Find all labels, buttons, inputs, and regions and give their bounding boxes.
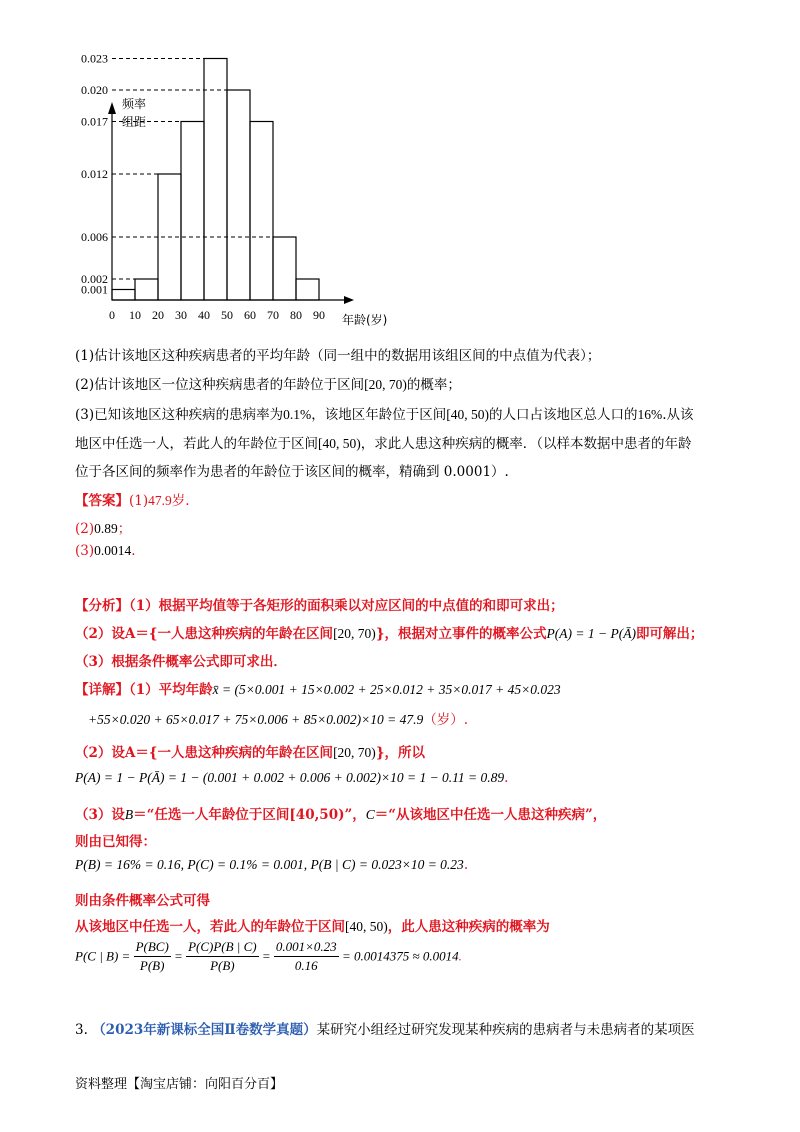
q3-rate: 0.1% <box>283 407 312 422</box>
detail-line-3-final <box>75 938 462 975</box>
detail-3-B: B <box>124 807 134 822</box>
x-tick-label: 90 <box>313 308 325 322</box>
fraction-2-num: P(C)P(B | C) <box>186 938 259 957</box>
equals-2: = <box>261 948 271 964</box>
y-tick-label: 0.002 <box>81 272 108 286</box>
y-tick-label: 0.012 <box>81 167 108 181</box>
x-axis-label: 年龄(岁) <box>342 313 388 327</box>
detail-line-3-formula <box>75 857 468 873</box>
analysis-line-2 <box>75 622 703 642</box>
q3-percent: 16% <box>637 407 663 422</box>
problem-3-source: （2023年新课标全国Ⅱ卷数学真题） <box>92 1022 317 1038</box>
fraction-3 <box>274 938 339 975</box>
detail-2-a: （2）设 <box>75 745 125 761</box>
detail-line-3 <box>75 803 606 823</box>
detail-2-interval: [20, 70) <box>333 745 376 760</box>
q3-text-a: (3)已知该地区这种疾病的患病率为 <box>75 407 284 423</box>
footer-text: 资料整理【淘宝店铺：向阳百分百】 <box>75 1077 284 1092</box>
fraction-3-num: 0.001×0.23 <box>274 938 339 957</box>
q3-line2-a: 地区中任选一人，若此人的年龄位于区间 <box>75 436 318 452</box>
analysis-1: （1）根据平均值等于各矩形的面积乘以对应区间的中点值的和即可求出； <box>129 598 564 614</box>
analysis-2-c: 即可解出； <box>635 626 704 642</box>
q3-text-d: .从该 <box>662 407 694 423</box>
detail-line-1b <box>88 708 468 728</box>
x-tick-label: 0 <box>109 308 115 322</box>
q3-text-b: ，该地区年龄位于区间 <box>311 407 447 423</box>
y-tick-label: 0.006 <box>81 230 108 244</box>
detail-line-3-cond <box>75 889 210 909</box>
q3-line2-b: ，求此人患这种疾病的概率．（以样本数据中患者的年龄 <box>360 436 692 452</box>
detail-2-formula: P(A) = 1 − P(Ā) = 1 − (0.001 + 0.002 + 0.006 + 0.002)×10 = 1 − 0.11 = 0.89 <box>75 770 505 785</box>
x-tick-label: 80 <box>290 308 302 322</box>
detail-line-3-known <box>75 830 156 850</box>
x-tick-label: 30 <box>175 308 187 322</box>
q3-interval-1: [40, 50) <box>446 407 489 422</box>
analysis-line-1 <box>75 594 564 614</box>
question-2-interval: [20, 70) <box>364 377 407 392</box>
x-tick-label: 10 <box>129 308 141 322</box>
y-tick-label: 0.001 <box>81 282 108 297</box>
detail-line-1 <box>75 678 561 698</box>
detail-3-known: 则由已知得： <box>75 834 156 850</box>
problem-3-text: 某研究小组经过研究发现某种疾病的患病者与未患病者的某项医 <box>316 1022 695 1038</box>
detail-3-formula: P(B) = 16% = 0.16, P(C) = 0.1% = 0.001, P(B | C) = 0.023×10 = 0.23 <box>75 857 464 872</box>
answer-2-end: ； <box>117 521 132 537</box>
y-tick-label: 0.023 <box>81 51 108 66</box>
y-tick-label: 0.020 <box>81 83 108 97</box>
analysis-2-a: （2）设 <box>75 626 125 642</box>
problem-3-number: 3. <box>75 1022 88 1038</box>
answer-line-3 <box>75 543 136 559</box>
histogram-bar <box>181 122 204 301</box>
fraction-2-den: P(B) <box>210 958 235 973</box>
analysis-label: 【分析】 <box>75 598 129 614</box>
answer-1-value: 47.9 <box>148 493 172 508</box>
answer-1-end: . <box>185 493 190 509</box>
x-tick-label: 20 <box>152 308 164 322</box>
question-3-line-1 <box>75 403 694 423</box>
histogram-bar <box>273 237 296 300</box>
fraction-1 <box>134 938 171 975</box>
detail-3-C: C <box>365 807 375 822</box>
detail-line-2b <box>75 770 508 786</box>
detail-2-set: A＝{一人患这种疾病的年龄在区间 <box>124 745 334 761</box>
detail-3-from-interval: [40, 50) <box>345 919 388 934</box>
histogram-bar <box>227 90 250 300</box>
question-3-line-3 <box>75 460 509 480</box>
answer-3-num: (3) <box>75 543 95 559</box>
analysis-2-set: A＝{一人患这种疾病的年龄在区间 <box>124 626 334 642</box>
question-2 <box>75 373 461 393</box>
answer-label: 【答案】 <box>75 493 129 509</box>
y-tick-label: 0.017 <box>81 114 108 129</box>
answer-3-end: . <box>131 543 136 559</box>
x-axis-arrow <box>344 296 354 304</box>
detail-1-formula: x̄ = (5×0.001 + 15×0.002 + 25×0.012 + 35×0.017 + 45×0.023 <box>212 682 561 697</box>
answer-2-value: 0.89 <box>94 521 118 536</box>
fraction-1-num: P(BC) <box>134 938 171 957</box>
x-tick-label: 50 <box>221 308 233 322</box>
analysis-2-interval: [20, 70) <box>333 626 376 641</box>
detail-3-a: （3）设 <box>75 807 125 823</box>
y-axis-arrow <box>108 102 116 114</box>
answer-1-num: (1) <box>129 493 149 509</box>
answer-line-2 <box>75 517 131 537</box>
final-rhs: = 0.0014375 ≈ 0.0014 <box>341 948 459 964</box>
answer-1-unit: 岁 <box>171 493 186 509</box>
fraction-3-den: 0.16 <box>294 958 318 973</box>
footer <box>75 1073 283 1092</box>
question-3-line-2 <box>75 432 692 452</box>
histogram-bar <box>296 279 319 300</box>
detail-3-from-b: ，此人患这种疾病的概率为 <box>387 919 550 935</box>
histogram-bar <box>135 279 158 300</box>
analysis-2-b: }，根据对立事件的概率公式 <box>375 626 547 642</box>
analysis-line-3 <box>75 650 287 670</box>
final-lhs: P(C | B) = <box>75 948 131 964</box>
histogram-chart <box>60 51 400 335</box>
question-2-text-pre: (2)估计该地区一位这种疾病患者的年龄位于区间 <box>75 377 365 393</box>
detail-line-2 <box>75 741 425 761</box>
problem-3 <box>75 1018 695 1038</box>
q3-line3: 位于各区间的频率作为患者的年龄位于该区间的概率，精确到 0.0001）. <box>75 464 509 480</box>
detail-2-b: }，所以 <box>375 745 425 761</box>
answer-line-1 <box>75 489 190 509</box>
fraction-1-den: P(B) <box>139 958 165 973</box>
detail-3-end: . <box>463 857 469 873</box>
x-tick-label: 70 <box>267 308 279 322</box>
fraction-2 <box>186 938 259 975</box>
detail-3-c: ＝“从该地区中任选一人患这种疾病”， <box>374 807 607 823</box>
histogram-bar <box>250 122 273 301</box>
detail-1-formula-2: +55×0.020 + 65×0.017 + 75×0.006 + 85×0.002)×10 = 47.9 <box>88 712 424 727</box>
equals-1: = <box>174 948 183 964</box>
detail-2-end: . <box>504 770 509 786</box>
question-1-text: (1)估计该地区这种疾病患者的平均年龄（同一组中的数据用该组区间的中点值为代表）； <box>75 348 601 364</box>
question-2-text-post: 的概率； <box>406 377 461 393</box>
detail-label: 【详解】 <box>75 682 129 698</box>
detail-3-from-a: 从该地区中任选一人，若此人的年龄位于区间 <box>75 919 345 935</box>
y-axis-label-line1: 频率 <box>122 97 147 111</box>
x-tick-label: 60 <box>244 308 256 322</box>
detail-line-3-from <box>75 915 550 935</box>
q3-interval-2: [40, 50) <box>318 436 361 451</box>
histogram-bar <box>112 290 135 301</box>
detail-1-unit: （岁）. <box>423 712 469 728</box>
analysis-2-formula: P(A) = 1 − P(Ā) <box>546 626 636 641</box>
answer-3-value: 0.0014 <box>94 543 132 558</box>
detail-3-cond: 则由条件概率公式可得 <box>75 893 210 909</box>
detail-3-b: ＝“任选一人年龄位于区间[40,50)”， <box>133 807 366 823</box>
x-tick-label: 40 <box>198 308 210 322</box>
detail-1-a: （1）平均年龄 <box>129 682 213 698</box>
answer-2-num: (2) <box>75 521 95 537</box>
q3-text-c: 的人口占该地区总人口的 <box>489 407 638 423</box>
analysis-3: （3）根据条件概率公式即可求出． <box>75 654 287 670</box>
histogram-bar <box>204 59 227 301</box>
y-axis-label-line2: 组距 <box>122 115 147 129</box>
question-1 <box>75 344 600 364</box>
final-end: . <box>458 948 462 964</box>
